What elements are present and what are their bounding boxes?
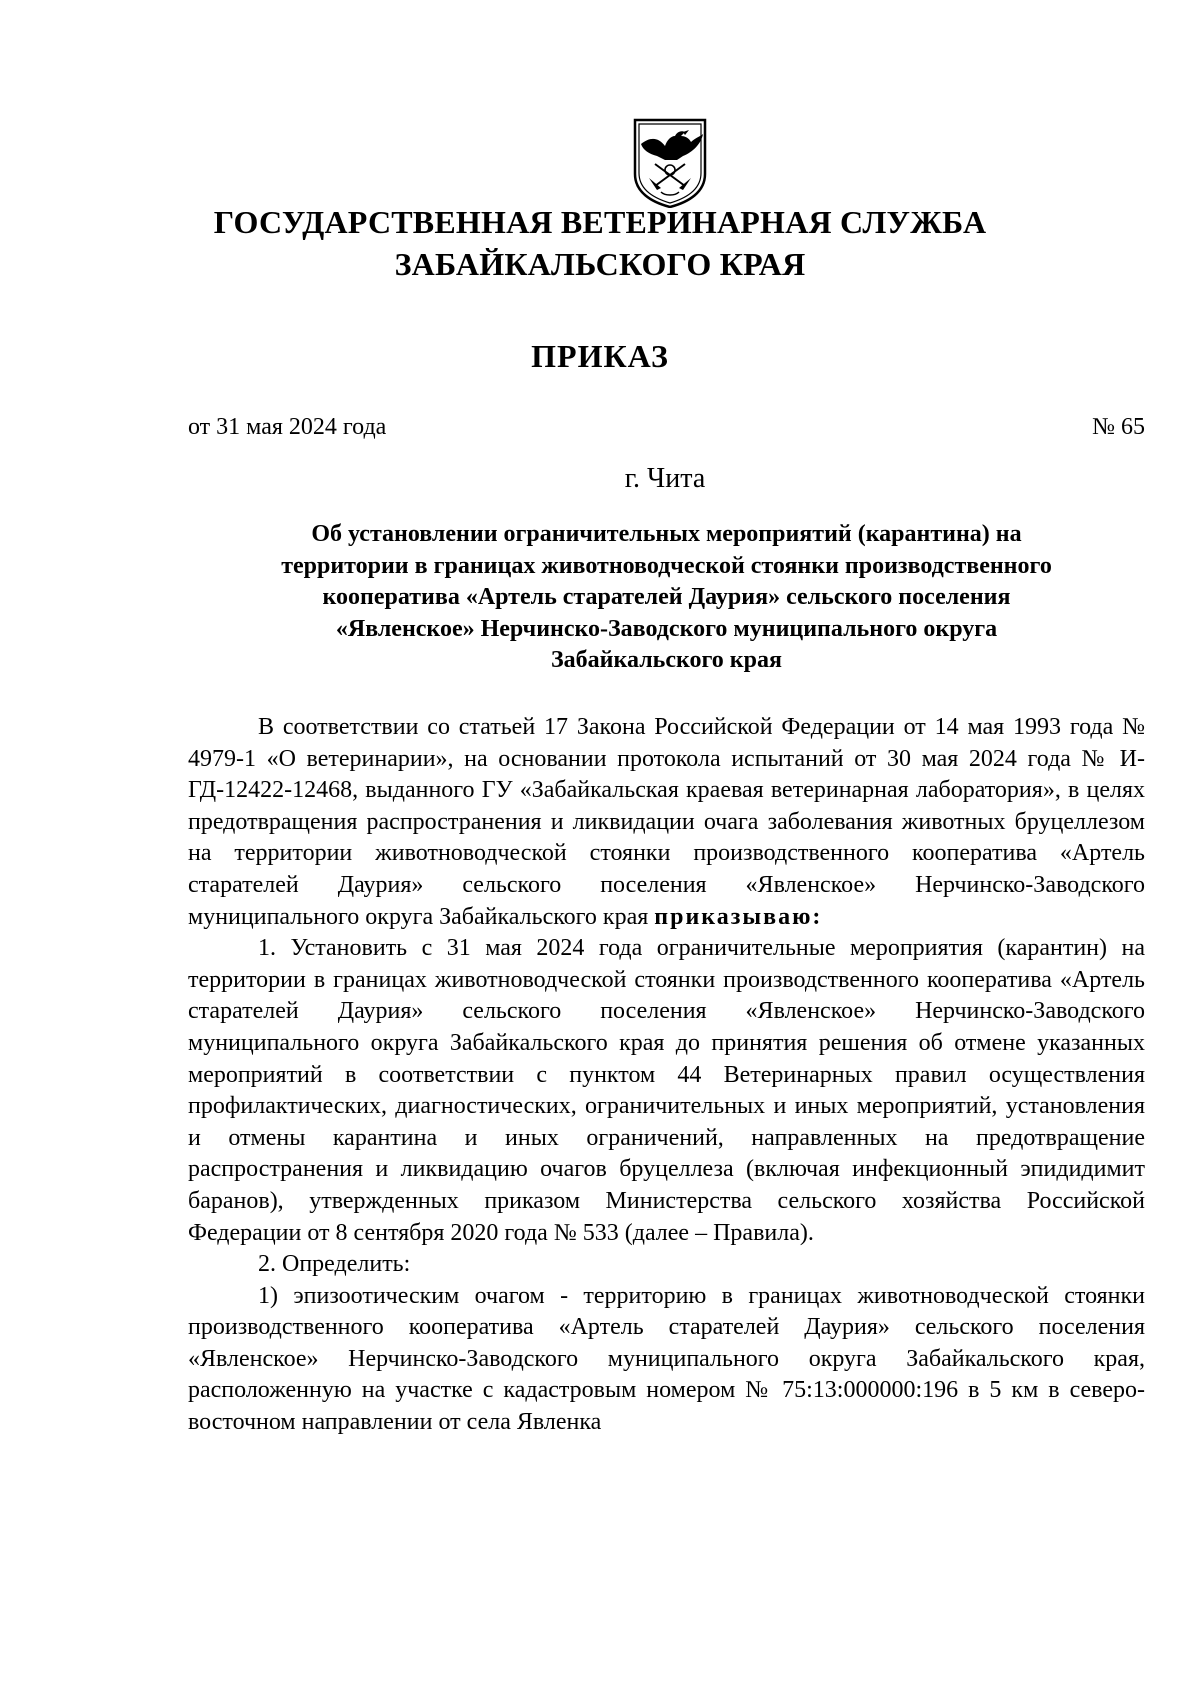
document-subject <box>188 519 1145 677</box>
zabaykalsky-krai-coat-of-arms-icon <box>631 118 709 208</box>
order-item-2: 2. Определить: <box>258 1251 411 1278</box>
agency-name-line1: ГОСУДАРСТВЕННАЯ ВЕТЕРИНАРНАЯ СЛУЖБА <box>213 204 987 240</box>
document-city: г. Чита <box>624 463 706 494</box>
subject-line: Забайкальского края <box>551 647 782 673</box>
document-date: от 31 мая 2024 года <box>188 414 387 440</box>
agency-name-line2: ЗАБАЙКАЛЬСКОГО КРАЯ <box>394 246 806 282</box>
subject-line: «Явленское» Нерчинско-Заводского муниципального округа <box>335 615 998 642</box>
order-item-1: 1. Установить с 31 мая 2024 года ограничительные мероприятия (карантин) на территории в границах животноводческой стоянки производственного кооператива «Артель старателей Даурия» сельского поселения «Явленское» Нерчинско-Заводского муниципального округа Забайкальского края до принятия решения об отмене указанных мероприятий в соответствии с пунктом 44 Ветеринарных правил осуществления профилактических, диагностических, ограничительных и иных мероприятий, установления и отмены карантина и иных ограничений, направленных на предотвращение распространения и ликвидацию очагов бруцеллеза (включая инфекционный эпидидимит баранов), утвержденных приказом Министерства сельского хозяйства Российской Федерации от 8 сентября 2020 года № 533 (далее – Правила). <box>188 935 1145 1246</box>
document-body <box>188 712 1145 1439</box>
subject-line: территории в границах животноводческой стоянки производственного <box>281 552 1052 579</box>
preamble-paragraph <box>188 712 1145 933</box>
subject-line: Об установлении ограничительных мероприятий (карантина) на <box>311 521 1022 547</box>
document-number: № 65 <box>1092 414 1145 440</box>
order-item-2-1: 1) эпизоотическим очагом - территорию в границах животноводческой стоянки производственного кооператива «Артель старателей Даурия» сельского поселения «Явленское» Нерчинско-Заводского муниципального округа Забайкальского края, расположенную на участке с кадастровым номером № 75:13:000000:196 в 5 км в северо-восточном направлении от села Явленка <box>188 1282 1145 1436</box>
preamble-text: В соответствии со статьей 17 Закона Российской Федерации от 14 мая 1993 года № 4979-1 «О ветеринарии», на основании протокола испытаний от 30 мая 2024 года № И-ГД-12422-12468, выданного ГУ «Забайкальская краевая ветеринарная лаборатория», в целях предотвращения распространения и ликвидации очага заболевания животных бруцеллезом на территории животноводческой стоянки производственного кооператива «Артель старателей Даурия» сельского поселения «Явленское» Нерчинско-Заводского муниципального округа Забайкальского края <box>188 714 1145 930</box>
subject-line: кооператива «Артель старателей Даурия» сельского поселения <box>322 584 1011 610</box>
document-type-title: ПРИКАЗ <box>531 338 669 374</box>
order-word: приказываю: <box>654 903 823 930</box>
